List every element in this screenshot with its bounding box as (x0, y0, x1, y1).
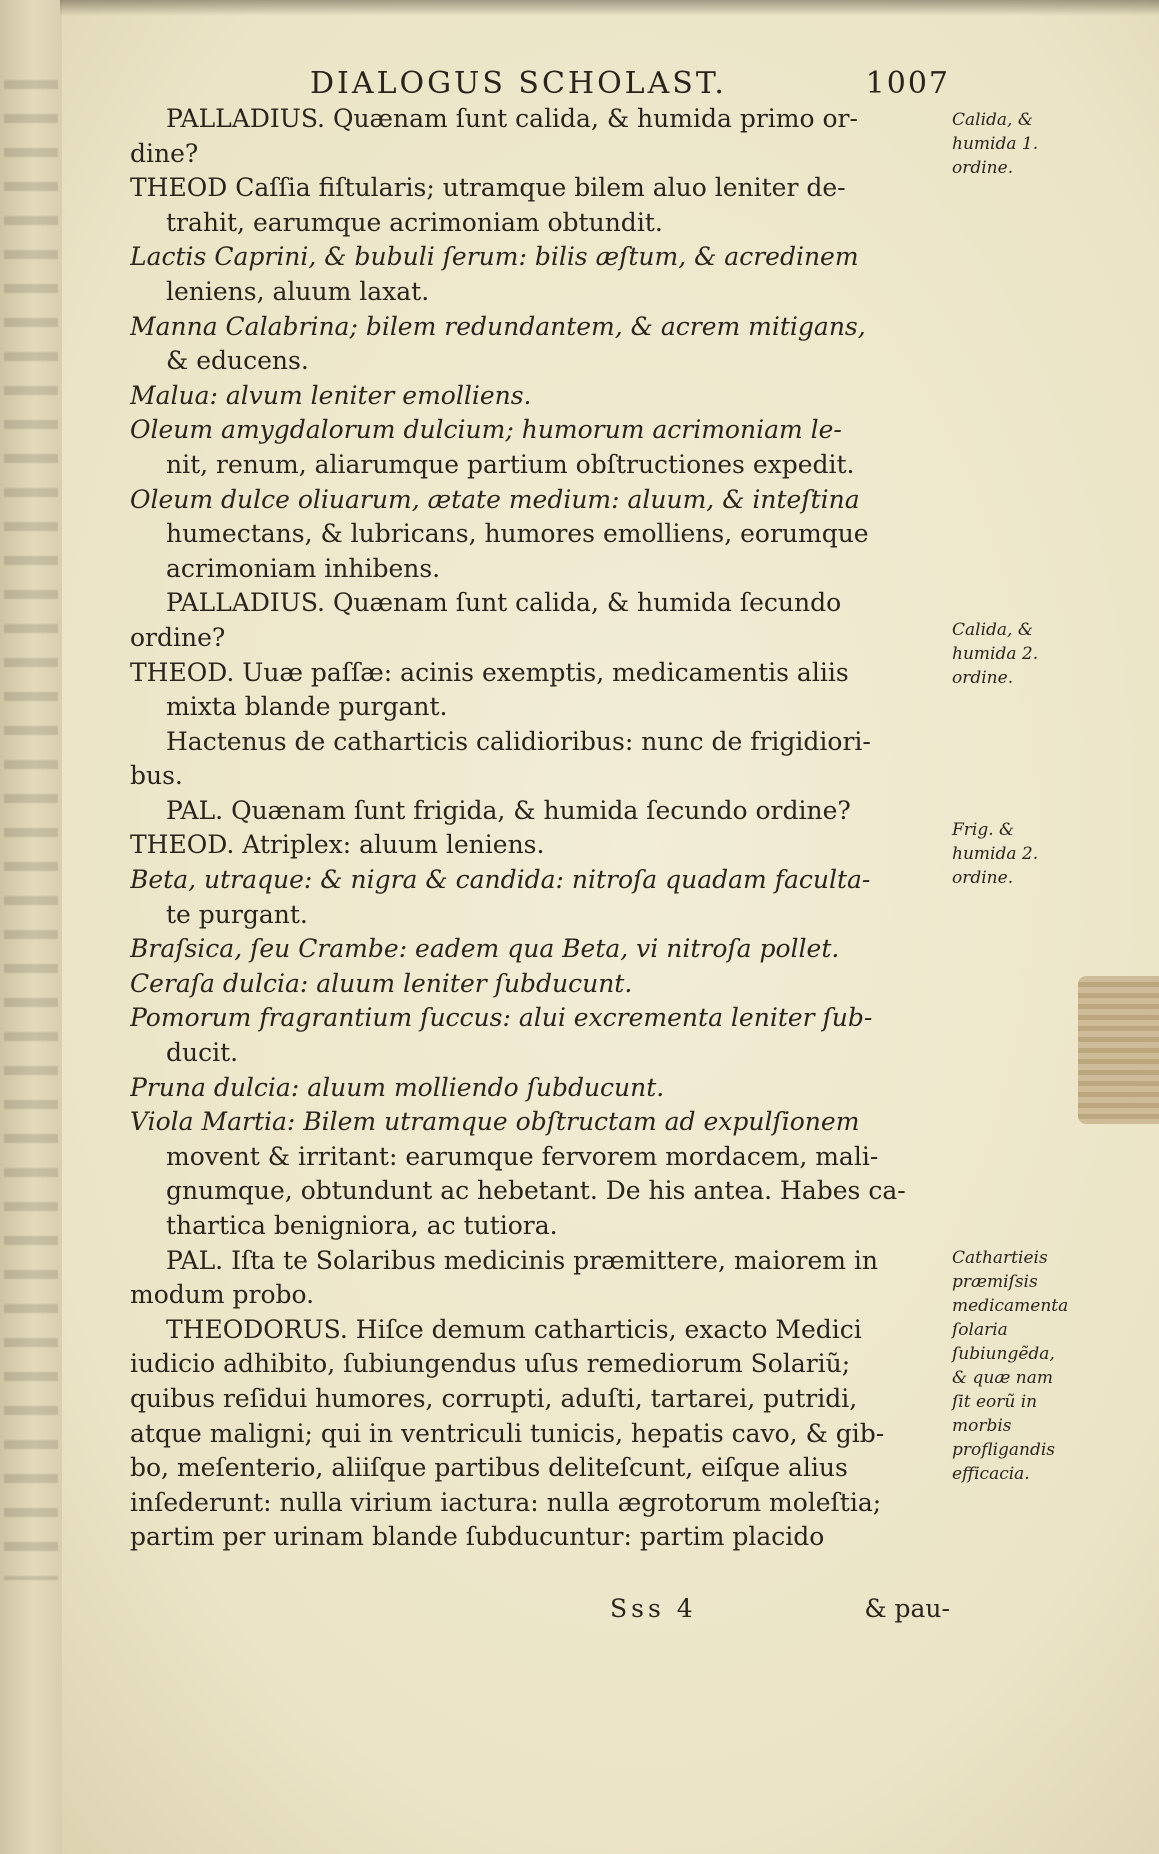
text-line: PAL. Quænam ſunt frigida, & humida ſecundo ordine? (166, 795, 851, 825)
text-line: Oleum dulce oliuarum, ætate medium: aluum, & inteſtina (130, 484, 860, 514)
text-line: PAL. Iſta te Solaribus medicinis præmittere, maiorem in (166, 1245, 878, 1275)
text-line: Viola Martia: Bilem utramque obſtructam ad expulſionem (130, 1107, 860, 1137)
margin-note: Frig. & humida 2. ordine. (952, 820, 1039, 888)
text-line: movent & irritant: earumque fervorem mordacem, mali- (166, 1141, 879, 1171)
facing-page-edge (0, 0, 62, 1854)
margin-note: Cathartieis præmiſsis medicamenta ſolaria ſubiungẽda, & quæ nam ſit eorũ in morbis profligandis efficacia. (952, 1248, 1069, 1484)
page-number: 1007 (865, 66, 950, 101)
text-line: PALLADIUS. Quænam ſunt calida, & humida ſecundo (166, 588, 842, 618)
text-line: & educens. (166, 346, 309, 376)
paper-tab (1078, 976, 1159, 1124)
text-line: Beta, utraque: & nigra & candida: nitroſa quadam faculta- (130, 865, 871, 895)
text-line: Malua: alvum leniter emolliens. (130, 380, 532, 410)
text-line: THEODORUS. Hiſce demum catharticis, exacto Medici (166, 1314, 862, 1344)
facing-page-bleed-text (4, 80, 58, 1580)
text-line: dine? (130, 138, 199, 168)
text-line: Pruna dulcia: aluum molliendo ſubducunt. (130, 1072, 665, 1102)
text-line: Oleum amygdalorum dulcium; humorum acrimoniam le- (130, 415, 842, 445)
text-line: bus. (130, 761, 183, 791)
text-line: nit, renum, aliarumque partium obſtructiones expedit. (166, 449, 855, 479)
text-line: THEOD. Atriplex: aluum leniens. (130, 830, 545, 860)
text-line: partim per urinam blande ſubducuntur: partim placido (130, 1522, 825, 1552)
text-line: humectans, & lubricans, humores emolliens, eorumque (166, 519, 869, 549)
text-line: Pomorum fragrantium ſuccus: alui excrementa leniter ſub- (130, 1003, 873, 1033)
text-line: Hactenus de catharticis calidioribus: nunc de frigidiori- (166, 726, 871, 756)
text-line: Manna Calabrina; bilem redundantem, & acrem mitigans, (130, 311, 866, 341)
text-line: trahit, earumque acrimoniam obtundit. (166, 207, 663, 237)
margin-note: Calida, & humida 2. ordine. (952, 620, 1039, 688)
text-line: gnumque, obtundunt ac hebetant. De his antea. Habes ca- (166, 1176, 906, 1206)
text-line: THEOD. Uuæ paſſæ: acinis exemptis, medicamentis aliis (130, 657, 849, 687)
text-line: modum probo. (130, 1280, 315, 1310)
text-line: te purgant. (166, 899, 308, 929)
signature-mark: Sss 4 (610, 1594, 697, 1623)
text-line: THEOD Caſſia fiſtularis; utramque bilem aluo leniter de- (130, 173, 846, 203)
text-line: leniens, aluum laxat. (166, 276, 430, 306)
catchword: & pau- (864, 1594, 950, 1623)
text-line: mixta blande purgant. (166, 692, 448, 722)
text-line: PALLADIUS. Quænam ſunt calida, & humida primo or- (166, 104, 858, 133)
text-line: ducit. (166, 1038, 239, 1068)
text-line: inſederunt: nulla virium iactura: nulla ægrotorum moleſtia; (130, 1487, 882, 1517)
main-text (130, 102, 945, 1555)
text-line: acrimoniam inhibens. (166, 553, 441, 583)
text-line: quibus reſidui humores, corrupti, aduſti, tartarei, putridi, (130, 1383, 858, 1413)
page-top-shadow (60, 0, 1159, 16)
margin-note: Calida, & humida 1. ordine. (952, 110, 1039, 178)
text-line: Lactis Caprini, & bubuli ſerum: bilis æſtum, & acredinem (130, 242, 859, 272)
text-line: Ceraſa dulcia: aluum leniter ſubducunt. (130, 968, 633, 998)
text-line: iudicio adhibito, ſubiungendus uſus remediorum Solariũ; (130, 1349, 851, 1379)
running-header (310, 66, 950, 106)
header-title: DIALOGUS SCHOLAST. (310, 66, 727, 101)
text-line: bo, meſenterio, aliiſque partibus deliteſcunt, eiſque alius (130, 1453, 848, 1483)
page-footer (130, 1594, 950, 1630)
text-line: ordine? (130, 622, 226, 652)
text-line: atque maligni; qui in ventriculi tunicis, hepatis cavo, & gib- (130, 1418, 885, 1448)
text-line: Braſsica, ſeu Crambe: eadem qua Beta, vi nitroſa pollet. (130, 934, 840, 964)
text-line: thartica benigniora, ac tutiora. (166, 1211, 558, 1240)
